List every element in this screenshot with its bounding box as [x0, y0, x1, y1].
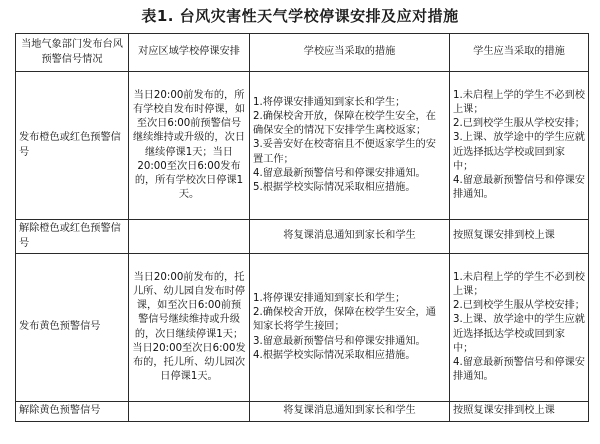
student-measure-item: 按照复课安排到校上课 — [453, 230, 555, 242]
school-measures-cell: 将复课消息通知到家长和学生 — [250, 220, 450, 254]
school-arrangement-cell — [129, 402, 250, 422]
student-measure-item: 1.未启程上学的学生不必到校上课； — [453, 89, 585, 115]
student-measure-item: 4.留意最新预警信号和停课安排通知。 — [453, 174, 585, 201]
school-arrangement-cell: 当日20:00前发布的，所有学校自发布时停课，如至次日6:00前预警信号继续维持或升级的，次日继续停课1天；当日20:00至次日6:00发布的，所有学校次日停课1天。 — [129, 72, 250, 220]
student-measure-item: 1.未启程上学的学生不必到校上课； — [453, 271, 585, 297]
typhoon-school-table — [15, 33, 589, 422]
student-measure-item: 3.上课、放学途中的学生应就近选择抵达学校或回到家中； — [453, 132, 585, 172]
school-arrangement-cell — [129, 220, 250, 254]
header-row — [16, 34, 589, 72]
school-measure-item: 2.确保校舍开放，保障在校学生安全，在确保安全的情况下安排学生离校返家； — [253, 110, 436, 137]
student-measure-item: 3.上课、放学途中的学生应就近选择抵达学校或回到家中； — [453, 314, 585, 354]
student-measures-cell — [450, 72, 589, 220]
table-row — [16, 254, 589, 402]
signal-cell: 解除橙色或红色预警信号 — [16, 220, 129, 254]
school-measure-item: 5.根据学校实际情况采取相应措施。 — [253, 182, 416, 193]
student-measure-item: 4.留意最新预警信号和停课安排通知。 — [453, 356, 585, 383]
school-measures-cell: 将复课消息通知到家长和学生 — [250, 402, 450, 422]
header-school-arrangement: 对应区域学校停课安排 — [129, 34, 250, 72]
student-measure-item: 按照复课安排到校上课 — [453, 405, 555, 417]
signal-cell: 发布黄色预警信号 — [16, 254, 129, 402]
school-measure-item: 1.将停课安排通知到家长和学生； — [253, 292, 406, 304]
school-measure-item: 2.确保校舍开放，保障在校学生安全，通知家长将学生接回； — [253, 307, 436, 333]
school-measures-cell — [250, 254, 450, 402]
header-signal: 当地气象部门发布台风预警信号情况 — [16, 34, 129, 72]
table-row — [16, 72, 589, 220]
table-row — [16, 402, 589, 422]
school-measure-item: 3.妥善安好在校寄宿且不便返家学生的安置工作； — [253, 139, 436, 165]
school-arrangement-cell: 当日20:00前发布的，托儿所、幼儿园自发布时停课，如至次日6:00前预警信号继续维持或升级的，次日继续停课1天；当日20:00至次日6:00发布的，托儿所、幼儿园次日停课1天。 — [129, 254, 250, 402]
student-measures-cell — [450, 254, 589, 402]
school-measure-item: 4.留意最新预警信号和停课安排通知。 — [253, 167, 426, 179]
school-measure-item: 4.根据学校实际情况采取相应措施。 — [253, 349, 416, 361]
school-measure-item: 3.留意最新预警信号和停课安排通知。 — [253, 335, 426, 347]
table-title: 表1. 台风灾害性天气学校停课安排及应对措施 — [141, 7, 459, 25]
student-measures-cell — [450, 220, 589, 254]
table-row — [16, 220, 589, 254]
school-measures-cell — [250, 72, 450, 220]
signal-cell: 发布橙色或红色预警信号 — [16, 72, 129, 220]
signal-cell: 解除黄色预警信号 — [16, 402, 129, 422]
school-measure-item: 1.将停课安排通知到家长和学生； — [253, 96, 406, 108]
header-school-measures: 学校应当采取的措施 — [250, 34, 450, 72]
student-measure-item: 2.已到校学生服从学校安排； — [453, 118, 585, 130]
student-measures-cell — [450, 402, 589, 422]
header-student-measures: 学生应当采取的措施 — [450, 34, 589, 72]
student-measure-item: 2.已到校学生服从学校安排； — [453, 300, 585, 312]
